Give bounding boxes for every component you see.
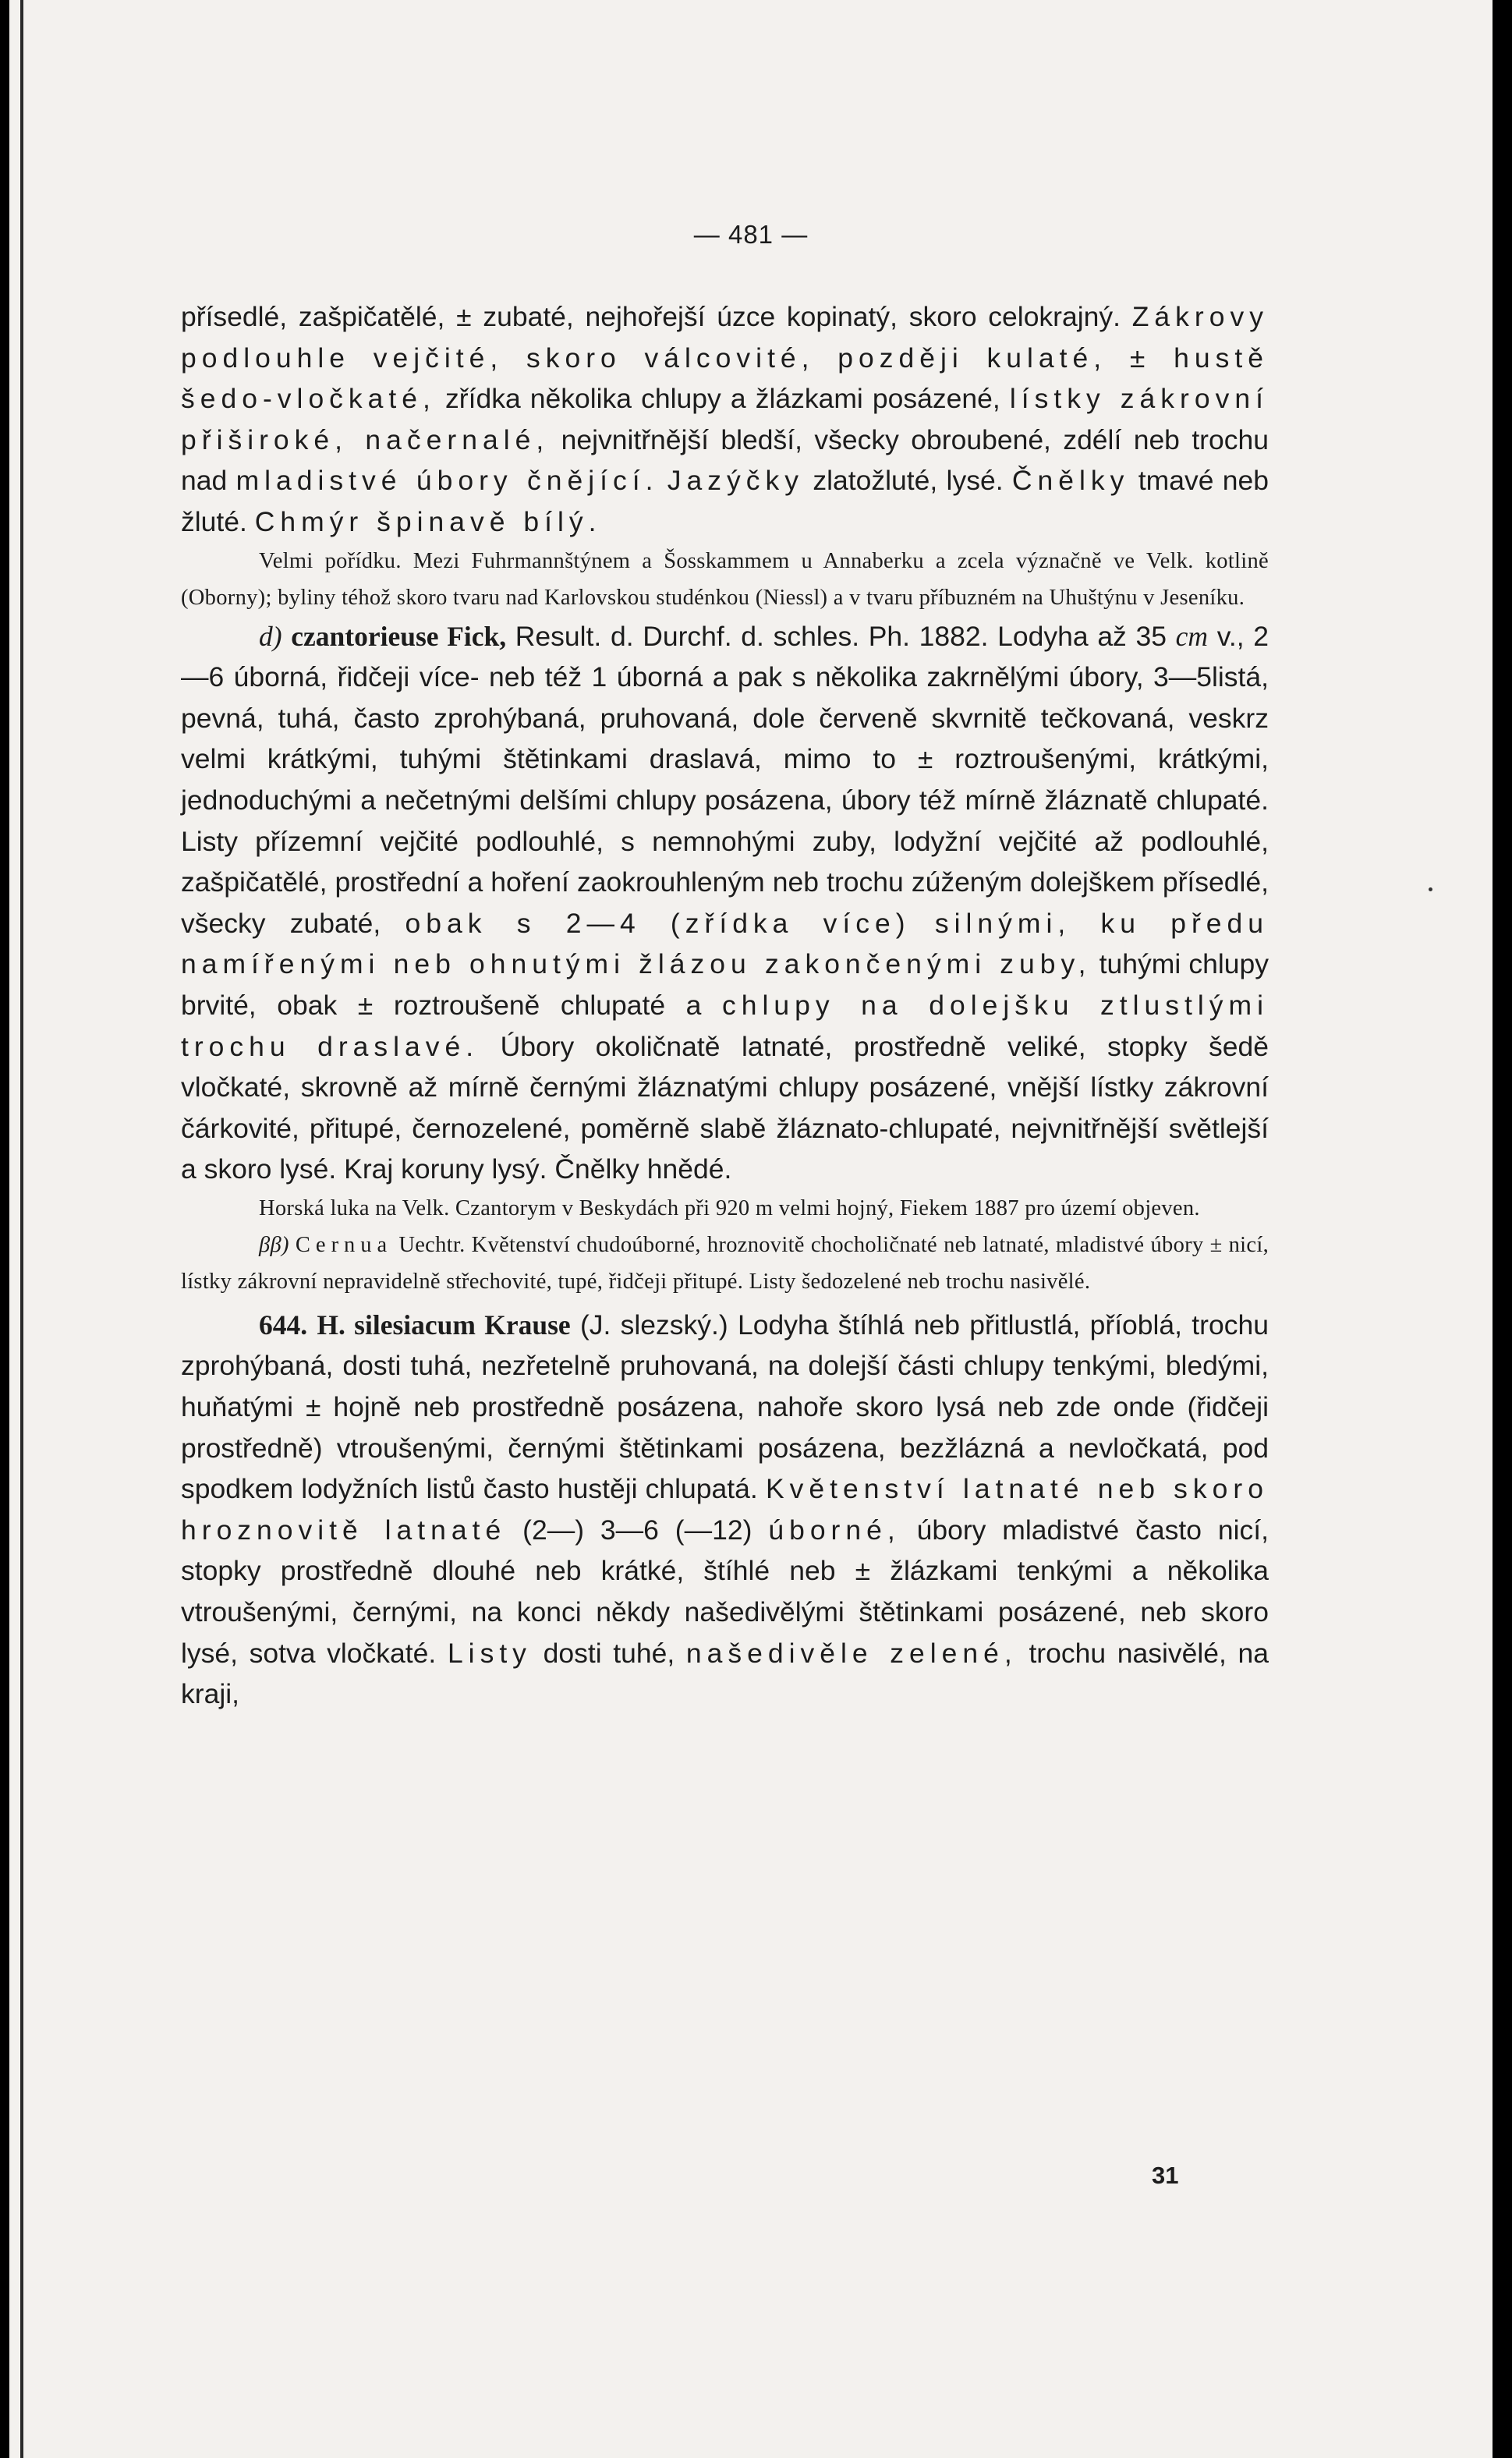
text-spaced: Jazýčky xyxy=(667,465,805,497)
text-spaced: Listy xyxy=(447,1637,532,1669)
text-spaced: lístky zákrovní přiširoké, načernalé, xyxy=(181,383,1269,455)
page-number: — 481 — xyxy=(693,220,809,249)
text-spaced: silnými, ku předu namířenými neb ohnutými žlázou zakončenými zuby, xyxy=(181,907,1269,980)
text-spaced: chlupy na dolejšku ztlustlými trochu draslavé. xyxy=(181,989,1269,1062)
text-spaced: Čnělky xyxy=(1011,465,1130,497)
text-spaced: Zákrovy podlouhle vejčité, skoro válcovité, později kulaté, ± hustě šedo-vločkaté, xyxy=(181,301,1269,415)
text-spaced: obak s 2—4 (zřídka více) xyxy=(405,907,911,939)
text-fragment: zlatožluté, lysé. xyxy=(813,465,1004,497)
variety-name: czantorieuse Fick, xyxy=(291,620,507,652)
text-fragment: Úbory okoličnatě latnaté, prostředně veliké, stopky šedě vločkaté, skrovně až mírně černými žláznatými chlupy posázené, vnější lístky zákrovní čárkovité, přitupé, černozelené, poměrně slabě žláznato-chlupaté, nejvnitřnější světlejší a skoro lysé. Kraj koruny lysý. Čnělky hnědé. xyxy=(181,1030,1269,1185)
text-fragment: přísedlé, zašpičatělé, ± zubaté, nejhořejší úzce kopinatý, skoro celokrajný. xyxy=(181,301,1121,332)
page-body xyxy=(181,296,1269,1715)
note-locality-1: Velmi pořídku. Mezi Fuhrmannštýnem a Šosskammem u Annaberku a zcela význačně ve Velk. kotlině (Oborny); byliny téhož skoro tvaru nad Karlovskou studénkou (Niessl) a v tvaru příbuzném na Uhuštýnu v Jeseníku. xyxy=(181,548,1269,610)
margin-dot xyxy=(1429,887,1432,891)
text-fragment: dosti tuhé, xyxy=(543,1637,675,1669)
subvariety-label: ββ) xyxy=(259,1232,289,1257)
text-fragment: (J. slezský.) Lodyha štíhlá neb přitlustlá, příoblá, trochu zprohýbaná, dosti tuhá, nezřetelně pruhovaná, na dolejší části chlupy tenkými, bledými, huňatými ± hojně neb prostředně posázena, nahoře skoro lysá neb zde onde (řidčeji prostředně) vtroušenými, černými štětinkami posázena, bezžlázná a nevločkatá, pod spodkem lodyžních listů často hustěji chlupatá. xyxy=(181,1309,1269,1505)
text-fragment: Uechtr. Květenství chudoúborné, hroznovitě chocholičnaté neb latnaté, mladistvé úbory ± nicí, lístky zákrovní nepravidelně střechovité, tupé, řidčeji přitupé. Listy šedozelené neb trochu nasivělé. xyxy=(181,1232,1269,1294)
page-edge-line xyxy=(20,0,23,2458)
species-number: 644. xyxy=(259,1309,308,1341)
text-fragment: Result. d. Durchf. d. schles. Ph. 1882. Lodyha až 35 xyxy=(515,620,1167,652)
text-spaced: Květenství latnaté neb skoro hroznovitě latnaté xyxy=(181,1473,1269,1546)
note-locality-2: Horská luka na Velk. Czantorym v Beskydách při 920 m velmi hojný, Fiekem 1887 pro území objeven. xyxy=(259,1195,1200,1220)
note-cernua xyxy=(181,1227,1269,1300)
species-name: H. silesiacum Krause xyxy=(317,1309,571,1341)
text-fragment: tuhými chlupy brvité, obak ± roztroušeně chlupaté a xyxy=(181,948,1269,1021)
printer-signature: 31 xyxy=(1152,2162,1179,2189)
text-fragment: úbory mladistvé často nicí, stopky prostředně dlouhé neb krátké, štíhlé neb ± žlázkami tenkými a několika vtroušenými, černými, na konci někdy našedivělými štětinkami posázené, neb skoro lysé, sotva vločkaté. xyxy=(181,1514,1269,1669)
paragraph-1 xyxy=(181,296,1269,543)
text-spaced: našedivěle zelené, xyxy=(685,1637,1018,1669)
variety-label: d) xyxy=(259,620,282,652)
text-fragment: trochu nasivělé, na kraji, xyxy=(181,1637,1269,1710)
paragraph-silesiacum xyxy=(181,1305,1269,1715)
unit-label: cm xyxy=(1175,620,1209,652)
text-fragment: v., 2—6 úborná, řidčeji více- neb též 1 úborná a pak s několika zakrnělými úbory, 3—5listá, pevná, tuhá, často zprohýbaná, pruhovaná, dole červeně skvrnitě tečkovaná, veskrz velmi krátkými, tuhými štětinkami draslavá, mimo to ± roztroušenými, krátkými, jednoduchými a nečetnými delšími chlupy posázena, úbory též mírně žláznatě chlupaté. Listy přízemní vejčité podlouhlé, s nemnohými zuby, lodyžní vejčité až podlouhlé, zašpičatělé, prostřední a hoření zaokrouhleným neb trochu zúženým dolejškem přísedlé, všecky zubaté, xyxy=(181,620,1269,939)
text-spaced: Chmýr špinavě bílý. xyxy=(254,505,602,537)
text-spaced: úborné, xyxy=(768,1514,901,1546)
text-fragment: nejvnitřnější bledší, všecky obroubené, zdélí neb trochu nad xyxy=(181,423,1269,497)
paragraph-czantoriense xyxy=(181,616,1269,1190)
book-page xyxy=(9,0,1493,2458)
subvariety-name: Cernua xyxy=(295,1232,393,1257)
text-fragment: zřídka několika chlupy a žlázkami posázené, xyxy=(445,383,1000,415)
text-fragment: tmavé neb žluté. xyxy=(181,465,1269,537)
text-fragment: (2—) 3—6 (—12) xyxy=(522,1514,752,1546)
text-spaced: mladistvé úbory čnějící. xyxy=(235,465,659,497)
